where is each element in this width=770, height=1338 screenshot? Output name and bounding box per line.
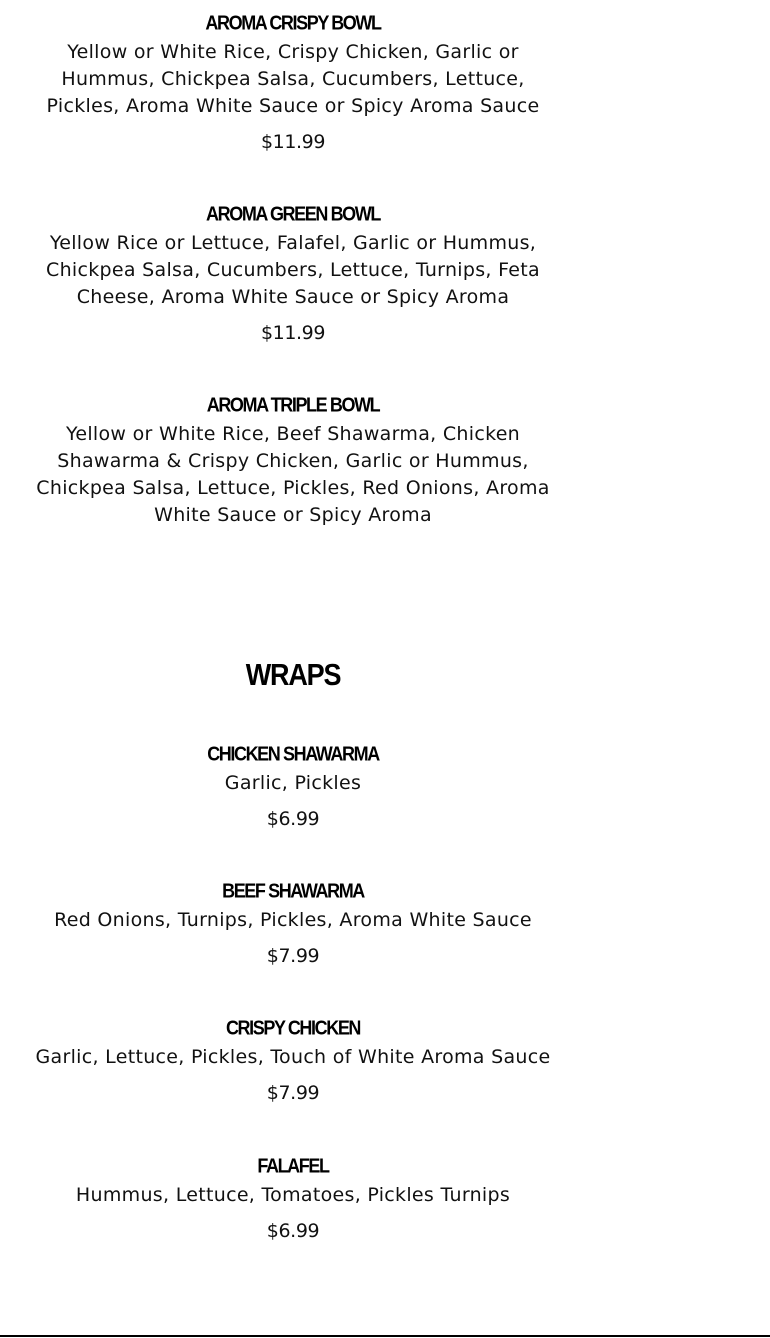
menu-item-aroma-triple-bowl: [28, 394, 558, 529]
menu-item-description: Yellow Rice or Lettuce, Falafel, Garlic or Hummus, Chickpea Salsa, Cucumbers, Lettuce, Turnips, Feta Cheese, Aroma White Sauce or Spicy Aroma: [46, 232, 540, 308]
bottom-divider: [0, 1335, 770, 1337]
menu-item-price: $6.99: [266, 808, 320, 830]
menu-item-name: AROMA GREEN BOWL: [206, 202, 380, 226]
menu-item-name: FALAFEL: [257, 1154, 329, 1178]
menu-item-crispy-chicken: [28, 1017, 558, 1106]
menu-item-name: AROMA TRIPLE BOWL: [206, 393, 380, 417]
menu-item-aroma-green-bowl: [28, 203, 558, 346]
menu-item-price: $7.99: [266, 945, 320, 967]
menu-item-description: Garlic, Pickles: [224, 772, 362, 794]
menu-item-description: Yellow or White Rice, Beef Shawarma, Chicken Shawarma & Crispy Chicken, Garlic or Hummus, Chickpea Salsa, Lettuce, Pickles, Red Onions, Aroma White Sauce or Spicy Aroma: [36, 423, 550, 526]
menu-item-chicken-shawarma: [28, 743, 558, 832]
menu-item-beef-shawarma: [28, 880, 558, 969]
menu-item-name: CRISPY CHICKEN: [225, 1016, 361, 1040]
menu-item-name: BEEF SHAWARMA: [222, 879, 364, 903]
menu-item-description: Red Onions, Turnips, Pickles, Aroma White Sauce: [54, 909, 532, 931]
menu-item-falafel: [28, 1155, 558, 1244]
section-title-wraps: WRAPS: [245, 658, 341, 692]
menu-item-name: AROMA CRISPY BOWL: [205, 11, 381, 35]
menu-column: [28, 0, 558, 1338]
menu-item-price: $11.99: [260, 322, 326, 344]
menu-item-description: Yellow or White Rice, Crispy Chicken, Garlic or Hummus, Chickpea Salsa, Cucumbers, Lettuce, Pickles, Aroma White Sauce or Spicy Aroma Sauce: [46, 41, 540, 117]
menu-item-name: CHICKEN SHAWARMA: [207, 742, 379, 766]
menu-item-description: Hummus, Lettuce, Tomatoes, Pickles Turnips: [75, 1184, 511, 1206]
menu-item-description: Garlic, Lettuce, Pickles, Touch of White Aroma Sauce: [35, 1046, 551, 1068]
menu-item-aroma-crispy-bowl: [28, 12, 558, 155]
menu-item-price: $11.99: [260, 131, 326, 153]
menu-item-price: $6.99: [266, 1220, 320, 1242]
menu-item-price: $7.99: [266, 1082, 320, 1104]
